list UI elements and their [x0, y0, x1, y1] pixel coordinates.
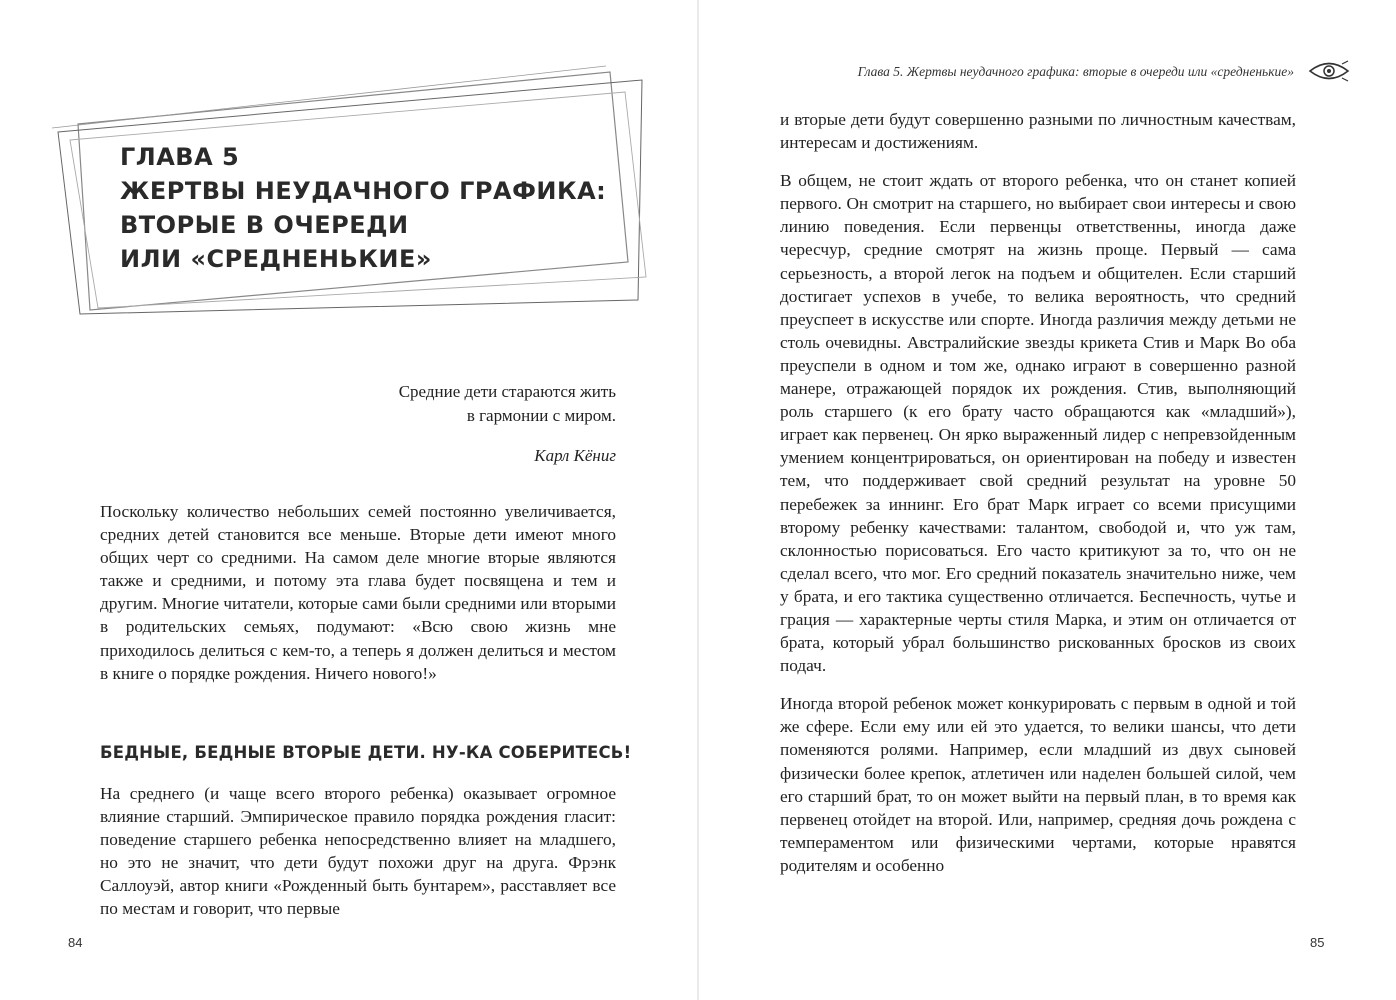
chapter-title — [120, 140, 607, 276]
page-number: 85 — [1310, 935, 1325, 950]
running-header: Глава 5. Жертвы неудачного графика: вторые в очереди или «средненькие» — [857, 64, 1294, 79]
eye-icon — [1308, 60, 1350, 82]
section-heading: БЕДНЫЕ, БЕДНЫЕ ВТОРЫЕ ДЕТИ. НУ-КА СОБЕРИТЕСЬ! — [100, 743, 632, 762]
chapter-number: ГЛАВА 5 — [120, 143, 240, 171]
chapter-title-line: ЖЕРТВЫ НЕУДАЧНОГО ГРАФИКА: — [120, 177, 607, 205]
epigraph-line: Средние дети стараются жить — [398, 382, 616, 401]
paragraph: Поскольку количество небольших семей постоянно увеличивается, средних детей становится все меньше. Вторые дети имеют много общих черт со средними. На самом деле многие вторые являются также и средними, и потому эта глава будет посвящена и тем и другим. Многие читатели, которые сами были средними или вторыми в родительских семьях, подумают: «Всю свою жизнь мне приходилось делиться с кем-то, а теперь я должен делиться и местом в книге о порядке рождения. Ничего нового!» — [100, 502, 616, 683]
right-page — [698, 0, 1396, 1000]
body-text-block — [100, 782, 616, 921]
chapter-title-line: ВТОРЫЕ В ОЧЕРЕДИ — [120, 211, 409, 239]
epigraph — [300, 380, 616, 468]
paragraph: Иногда второй ребенок может конкурировать с первым в одной и той же сфере. Если ему или ей это удается, то велики шансы, что дети поменяются ролями. Например, если младший из двух сыновей физически более крепок, атлетичен или наделен большей силой, чем его старший брат, то он может выйти на первый план, в то время как первенец отойдет на второй. Или, например, средняя дочь рождена с темпераментом или физическими чертами, которые нравятся родителям и особенно — [780, 694, 1296, 875]
body-text-block — [780, 108, 1296, 877]
body-text-block — [100, 500, 616, 685]
chapter-title-line: ИЛИ «СРЕДНЕНЬКИЕ» — [120, 245, 432, 273]
epigraph-author: Карл Кёниг — [534, 446, 616, 465]
page-number: 84 — [68, 935, 83, 950]
paragraph: и вторые дети будут совершенно разными по личностным качествам, интересам и достижениям. — [780, 110, 1296, 153]
paragraph: На среднего (и чаще всего второго ребенка) оказывает огромное влияние старший. Эмпирическое правило порядка рождения гласит: поведение старшего ребенка непосредственно влияет на младшего, но это не значит, что дети будут похожи друг на друга. Фрэнк Саллоуэй, автор книги «Рожденный быть бунтарем», расставляет все по местам и говорит, что первые — [100, 784, 616, 919]
paragraph: В общем, не стоит ждать от второго ребенка, что он станет копией первого. Он смотрит на старшего, но выбирает свои интересы и свою линию поведения. Если первенцы ответственны, иногда даже чересчур, средние смотрят на жизнь проще. Первый — сама серьезность, а второй легок на подъем и общителен. Если старший достигает успехов в учебе, то велика вероятность, что средний преуспеет в искусстве или спорте. Иногда различия между детьми не столь очевидны. Австралийские звезды крикета Стив и Марк Во оба преуспели в одном и том же, однако играют в совершенно разной манере, отражающей порядок их рождения. Стив, выполняющий роль старшего (к его брату часто обращаются как «младший»), играет как первенец. Он ярко выраженный лидер с непревзойденным умением концентрироваться, он ориентирован на победу и известен тем, что поддерживает свой средний результат на уровне 50 перебежек за иннинг. Его брат Марк играет со всеми присущими второму ребенку качествами: талантом, свободой и, что уж там, склонностью порисоваться. Его часто критикуют за то, что он не сделал всего, что мог. Его средний показатель значительно ниже, чем у брата, и его тактика существенно отличается. Беспечность, чутье и грация — характерные черты стиля Марка, и этим он отличается от брата, который убрал большинство рискованных бросков из своих подач. — [780, 171, 1296, 676]
epigraph-line: в гармонии с миром. — [466, 406, 616, 425]
